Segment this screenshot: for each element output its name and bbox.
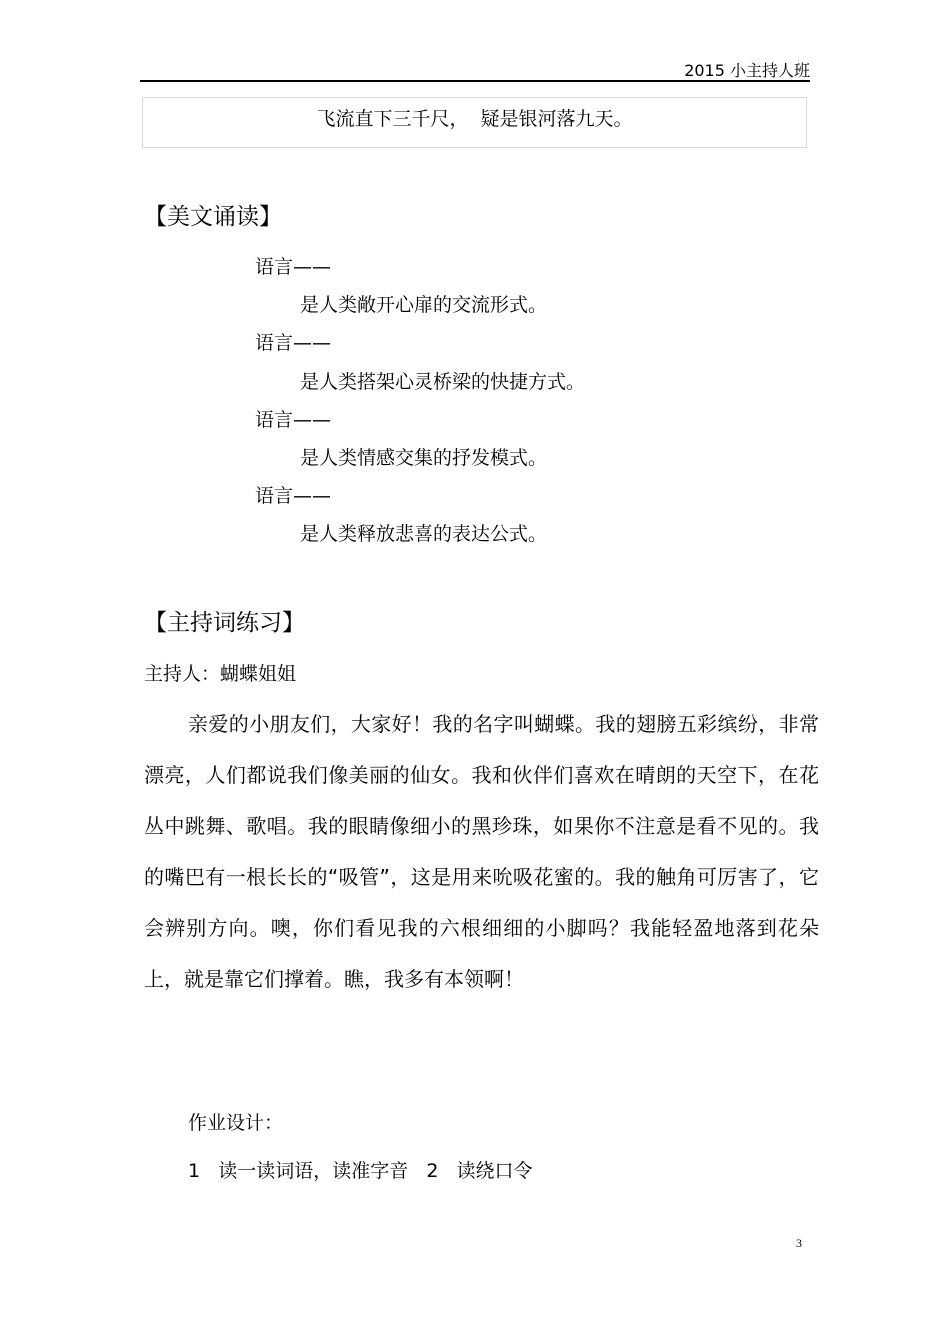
poem-line: 语言—— (255, 332, 332, 354)
homework-items: 1 读一读词语，读准字音 2 读绕口令 (188, 1160, 533, 1182)
page-number: 3 (796, 1236, 802, 1250)
poem-line: 是人类敞开心扉的交流形式。 (300, 294, 548, 316)
quote-text: 飞流直下三千尺， 疑是银河落九天。 (316, 108, 633, 130)
section-title-recitation: 【美文诵读】 (144, 204, 282, 230)
homework-title: 作业设计： (188, 1112, 284, 1134)
poem-line: 语言—— (255, 256, 332, 278)
poem-line: 语言—— (255, 485, 332, 507)
poem-line: 是人类释放悲喜的表达公式。 (300, 523, 548, 545)
poem-line: 是人类搭架心灵桥梁的快捷方式。 (300, 371, 586, 393)
host-name: 主持人：蝴蝶姐姐 (144, 663, 297, 685)
host-paragraph: 亲爱的小朋友们，大家好！我的名字叫蝴蝶。我的翅膀五彩缤纷，非常漂亮，人们都说我们像美丽的仙女。我和伙伴们喜欢在晴朗的天空下，在花丛中跳舞、歌唱。我的眼睛像细小的黑珍珠，如果你不注意是看不见的。我的嘴巴有一根长长的“吸管”，这是用来吮吸花蜜的。我的触角可厉害了，它会辨别方向。噢，你们看见我的六根细细的小脚吗？我能轻盈地落到花朵上，就是靠它们撑着。瞧，我多有本领啊！ (144, 712, 819, 991)
header-title: 2015 小主持人班 (684, 61, 810, 80)
poem-line: 语言—— (255, 409, 332, 431)
header-divider (140, 80, 810, 82)
section-title-host-practice: 【主持词练习】 (144, 610, 305, 636)
poem-line: 是人类情感交集的抒发模式。 (300, 447, 548, 469)
